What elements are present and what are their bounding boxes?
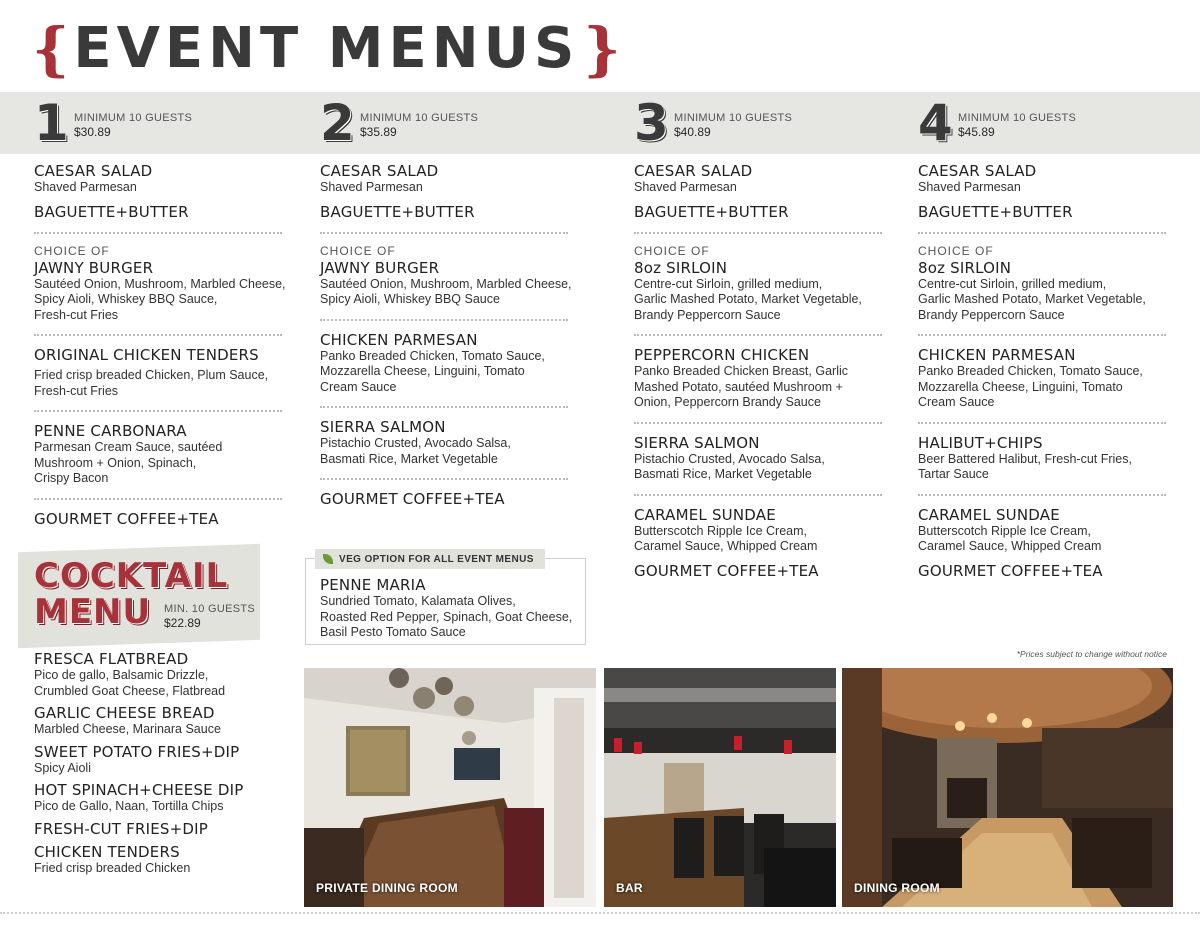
item-desc: Cream Sauce (918, 395, 995, 409)
veg-option-tag (315, 549, 545, 569)
choice-label: CHOICE OF (34, 243, 110, 258)
menu-item (320, 490, 582, 515)
divider (320, 319, 568, 321)
item-name: CHICKEN TENDERS (34, 842, 180, 861)
menu-item (634, 346, 896, 418)
menu-item (634, 259, 896, 331)
item-name: JAWNY BURGER (34, 258, 154, 277)
brace-right: } (583, 15, 621, 83)
bottom-divider (0, 912, 1200, 914)
item-desc: Brandy Peppercorn Sauce (918, 307, 1065, 322)
menu-item (918, 562, 1180, 587)
item-name: 8oz SIRLOIN (918, 258, 1012, 277)
divider (34, 334, 282, 336)
veg-tag-label: VEG OPTION FOR ALL EVENT MENUS (339, 553, 534, 565)
menu-item (918, 506, 1180, 562)
item-name: GOURMET COFFEE+TEA (34, 509, 219, 528)
divider (918, 232, 1166, 234)
menu-item (34, 704, 296, 743)
veg-menu-item (320, 576, 582, 641)
menu-item (34, 743, 296, 782)
item-name: CAESAR SALAD (634, 162, 753, 180)
item-name: CAESAR SALAD (918, 162, 1037, 180)
item-name: SIERRA SALMON (634, 433, 760, 452)
menu-number: 1 (34, 94, 69, 152)
menu-header (320, 92, 582, 154)
menu-price: $40.89 (674, 124, 711, 139)
divider (34, 232, 282, 234)
item-desc: Butterscotch Ripple Ice Cream, (634, 523, 807, 538)
item-desc: Fresh-cut Fries (34, 383, 119, 398)
menu-item (918, 346, 1180, 418)
divider (918, 334, 1166, 336)
item-desc: Shaved Parmesan (918, 180, 1021, 194)
item-desc: Roasted Red Pepper, Spinach, Goat Cheese, (320, 609, 573, 624)
menu-header (634, 92, 896, 154)
item-name: BAGUETTE+BUTTER (320, 202, 475, 221)
divider (634, 334, 882, 336)
cocktail-meta (164, 603, 255, 630)
item-desc: Panko Breaded Chicken, Tomato Sauce, (320, 348, 545, 363)
item-desc: Parmesan Cream Sauce, sautéed (34, 440, 223, 454)
menu-price: $35.89 (360, 124, 397, 139)
item-desc: Fried crisp breaded Chicken (34, 860, 191, 875)
item-name: GOURMET COFFEE+TEA (918, 561, 1103, 580)
item-desc: Panko Breaded Chicken, Tomato Sauce, (918, 364, 1143, 378)
menu-item (918, 434, 1180, 490)
item-desc: Fresh-cut Fries (34, 307, 119, 322)
item-desc: Centre-cut Sirloin, grilled medium, (918, 276, 1107, 291)
menu-price: $30.89 (74, 124, 111, 139)
item-desc: Onion, Peppercorn Brandy Sauce (634, 395, 821, 409)
menu-column-2 (320, 92, 582, 515)
menu-item (634, 434, 896, 490)
item-name: JAWNY BURGER (320, 258, 440, 277)
choice-label: CHOICE OF (634, 243, 710, 258)
leaf-icon (323, 554, 333, 564)
item-desc: Basmati Rice, Market Vegetable (320, 451, 498, 466)
item-desc: Spicy Aioli (34, 760, 91, 775)
item-desc: Mozzarella Cheese, Linguini, Tomato (320, 364, 525, 378)
menu-item (34, 820, 296, 843)
item-desc: Sautéed Onion, Mushroom, Marbled Cheese, (34, 276, 286, 291)
item-desc: Garlic Mashed Potato, Market Vegetable, (634, 292, 862, 306)
item-name: PENNE MARIA (320, 576, 426, 594)
choice-label: CHOICE OF (320, 243, 396, 258)
divider (634, 422, 882, 424)
menu-item (634, 203, 896, 228)
min-guests: MINIMUM 10 GUESTS (674, 111, 793, 124)
item-desc: Centre-cut Sirloin, grilled medium, (634, 276, 823, 291)
menu-number: 3 (634, 94, 669, 152)
choice-label: CHOICE OF (918, 243, 994, 258)
menu-item (918, 259, 1180, 331)
item-name: BAGUETTE+BUTTER (918, 202, 1073, 221)
cocktail-title-line2: MENU (34, 592, 152, 632)
menu-column-3 (634, 92, 896, 587)
menu-item (918, 162, 1180, 203)
page-header (32, 14, 621, 84)
item-name: BAGUETTE+BUTTER (34, 202, 189, 221)
item-desc: Caramel Sauce, Whipped Cream (918, 539, 1102, 553)
item-desc: Panko Breaded Chicken Breast, Garlic (634, 364, 848, 378)
item-desc: Beer Battered Halibut, Fresh-cut Fries, (918, 451, 1132, 466)
item-desc: Spicy Aioli, Whiskey BBQ Sauce, (34, 292, 218, 306)
divider (34, 498, 282, 500)
divider (918, 494, 1166, 496)
item-name: GOURMET COFFEE+TEA (634, 561, 819, 580)
cocktail-items (34, 650, 296, 881)
menu-item (34, 843, 296, 882)
item-name: FRESCA FLATBREAD (34, 650, 189, 668)
divider (918, 422, 1166, 424)
cocktail-price: $22.89 (164, 616, 201, 630)
min-guests: MIN. 10 GUESTS (164, 603, 255, 615)
cocktail-title-line1: COCKTAIL (34, 556, 229, 596)
price-disclaimer: *Prices subject to change without notice (1016, 649, 1167, 659)
item-desc: Tartar Sauce (918, 467, 989, 481)
item-desc: Sundried Tomato, Kalamata Olives, (320, 594, 516, 608)
item-name: CHICKEN PARMESAN (320, 330, 478, 349)
photo-bar (604, 668, 836, 907)
menu-column-1 (34, 92, 296, 535)
menu-item (34, 162, 296, 203)
divider (34, 410, 282, 412)
item-name: PEPPERCORN CHICKEN (634, 346, 810, 364)
menu-item (34, 781, 296, 820)
divider (320, 478, 568, 480)
menu-item (320, 331, 582, 403)
item-desc: Crispy Bacon (34, 471, 109, 485)
min-guests: MINIMUM 10 GUESTS (958, 111, 1077, 124)
item-name: GOURMET COFFEE+TEA (320, 490, 505, 508)
menu-item (634, 506, 896, 562)
item-name: CARAMEL SUNDAE (918, 505, 1060, 524)
menu-item (34, 422, 296, 494)
item-desc: Mushroom + Onion, Spinach, (34, 455, 197, 470)
item-desc: Pistachio Crusted, Avocado Salsa, (634, 451, 825, 466)
menu-item (34, 510, 296, 535)
divider (320, 232, 568, 234)
photo-caption: PRIVATE DINING ROOM (316, 881, 458, 895)
item-name: HALIBUT+CHIPS (918, 433, 1043, 452)
photo-private-dining-room (304, 668, 596, 907)
item-name: SIERRA SALMON (320, 418, 446, 436)
menu-item (918, 203, 1180, 228)
item-desc: Marbled Cheese, Marinara Sauce (34, 722, 221, 736)
divider (634, 494, 882, 496)
item-name: CHICKEN PARMESAN (918, 346, 1076, 364)
menu-item (34, 203, 296, 228)
item-name: HOT SPINACH+CHEESE DIP (34, 781, 244, 799)
divider (634, 232, 882, 234)
dining-room-illustration (842, 668, 1173, 907)
item-name: SWEET POTATO FRIES+DIP (34, 742, 240, 761)
item-desc: Brandy Peppercorn Sauce (634, 307, 781, 322)
item-name: GARLIC CHEESE BREAD (34, 704, 215, 722)
menu-item (34, 259, 296, 331)
brace-left: { (32, 15, 70, 83)
menu-item (320, 259, 582, 315)
item-desc: Fried crisp breaded Chicken, Plum Sauce, (34, 368, 269, 382)
item-name: BAGUETTE+BUTTER (634, 202, 789, 221)
min-guests: MINIMUM 10 GUESTS (74, 111, 193, 124)
menu-header (918, 92, 1180, 154)
menu-header (34, 92, 296, 154)
menu-number: 2 (320, 94, 355, 152)
menu-item (634, 162, 896, 203)
item-desc: Cream Sauce (320, 379, 397, 394)
item-desc: Shaved Parmesan (320, 180, 423, 194)
private-dining-illustration (304, 668, 596, 907)
item-name: CAESAR SALAD (320, 162, 439, 180)
item-desc: Shaved Parmesan (634, 180, 737, 194)
item-desc: Pico de Gallo, Naan, Tortilla Chips (34, 799, 224, 813)
item-desc: Basil Pesto Tomato Sauce (320, 625, 466, 639)
item-desc: Sautéed Onion, Mushroom, Marbled Cheese, (320, 276, 572, 291)
item-desc: Caramel Sauce, Whipped Cream (634, 539, 818, 553)
menu-number: 4 (918, 94, 953, 152)
menu-item (320, 418, 582, 474)
min-guests: MINIMUM 10 GUESTS (360, 111, 479, 124)
item-desc: Spicy Aioli, Whiskey BBQ Sauce (320, 292, 500, 306)
item-desc: Shaved Parmesan (34, 180, 137, 194)
item-desc: Basmati Rice, Market Vegetable (634, 467, 812, 481)
page-title: EVENT MENUS (73, 16, 580, 81)
photo-caption: BAR (616, 881, 643, 895)
item-desc: Mashed Potato, sautéed Mushroom + (634, 379, 843, 394)
menu-item (320, 203, 582, 228)
item-desc: Mozzarella Cheese, Linguini, Tomato (918, 379, 1123, 394)
menu-price: $45.89 (958, 124, 995, 139)
photo-dining-room (842, 668, 1173, 907)
menu-column-4 (918, 92, 1180, 587)
menu-item (34, 346, 296, 406)
item-desc: Pico de gallo, Balsamic Drizzle, (34, 668, 209, 682)
menu-item (34, 650, 296, 704)
item-name: CAESAR SALAD (34, 162, 153, 180)
item-desc: Butterscotch Ripple Ice Cream, (918, 523, 1091, 538)
menu-item (320, 162, 582, 203)
photo-caption: DINING ROOM (854, 881, 940, 895)
item-name: PENNE CARBONARA (34, 422, 187, 440)
divider (320, 406, 568, 408)
item-name: 8oz SIRLOIN (634, 258, 728, 277)
item-name: CARAMEL SUNDAE (634, 505, 776, 524)
item-name: ORIGINAL CHICKEN TENDERS (34, 346, 259, 364)
menu-item (634, 562, 896, 587)
bar-illustration (604, 668, 836, 907)
item-name: FRESH-CUT FRIES+DIP (34, 819, 208, 838)
item-desc: Garlic Mashed Potato, Market Vegetable, (918, 292, 1146, 306)
item-desc: Pistachio Crusted, Avocado Salsa, (320, 436, 511, 450)
item-desc: Crumbled Goat Cheese, Flatbread (34, 683, 226, 698)
